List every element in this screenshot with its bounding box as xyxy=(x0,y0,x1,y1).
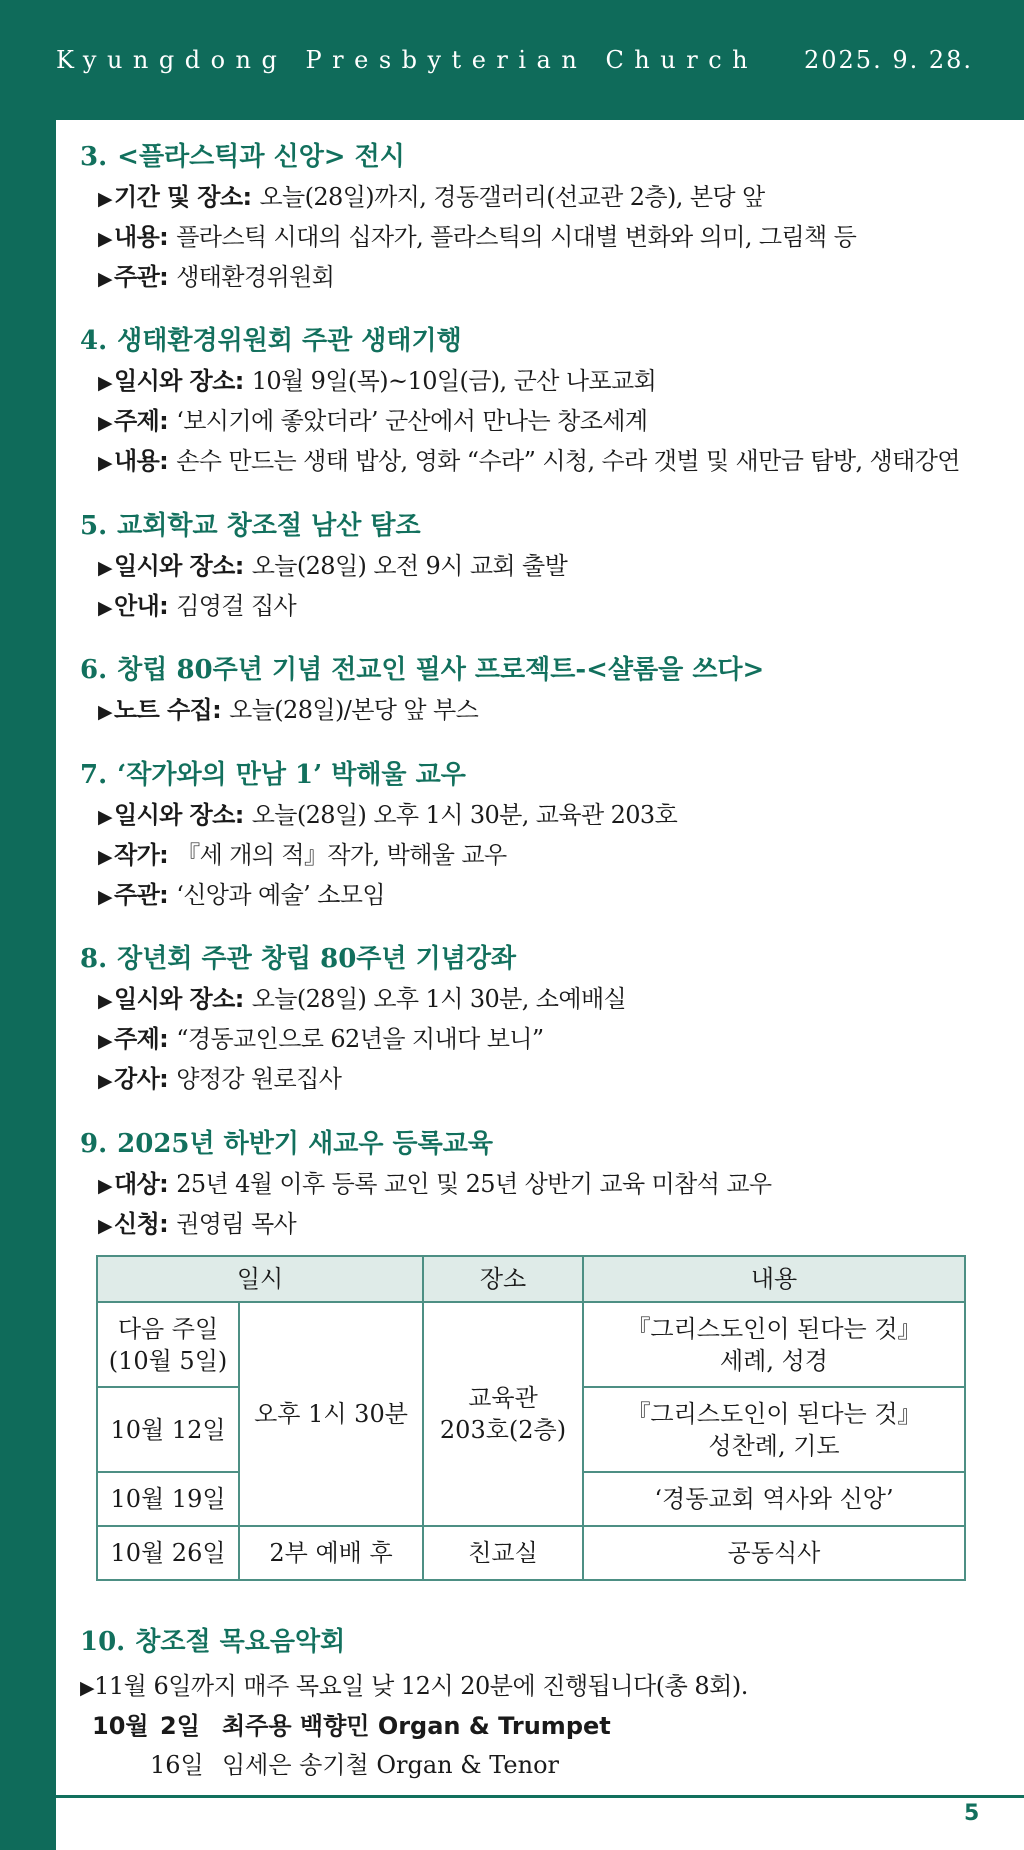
right-triangle-arrow-icon: ▶ xyxy=(98,990,113,1012)
right-triangle-arrow-icon: ▶ xyxy=(98,1175,113,1197)
list-item: ▶주관: 생태환경위원회 xyxy=(98,263,335,291)
education-schedule-table xyxy=(96,1255,966,1581)
concert-day: 2일 xyxy=(160,1712,200,1740)
section-title: 5. 교회학교 창조절 남산 탐조 xyxy=(80,511,421,541)
right-triangle-arrow-icon: ▶ xyxy=(98,557,113,579)
section-author-meeting xyxy=(80,755,1010,915)
column-header-place: 장소 xyxy=(423,1256,583,1302)
concert-performers: 임세은 송기철 Organ & Tenor xyxy=(222,1751,559,1779)
section-title: 6. 창립 80주년 기념 전교인 필사 프로젝트-<샬롬을 쓰다> xyxy=(80,655,765,685)
list-item: ▶일시와 장소: 오늘(28일) 오전 9시 교회 출발 xyxy=(98,552,568,580)
list-item: ▶기간 및 장소: 오늘(28일)까지, 경동갤러리(선교관 2층), 본당 앞 xyxy=(98,183,765,211)
table-cell-time: 오후 1시 30분 xyxy=(239,1302,423,1526)
list-item: ▶주제: ‘보시기에 좋았더라’ 군산에서 만나는 창조세계 xyxy=(98,407,648,435)
section-transcription-project xyxy=(80,650,1010,730)
right-triangle-arrow-icon: ▶ xyxy=(98,701,113,723)
list-item: ▶일시와 장소: 오늘(28일) 오후 1시 30분, 교육관 203호 xyxy=(98,801,678,829)
right-triangle-arrow-icon: ▶ xyxy=(98,1215,113,1237)
list-item: ▶주관: ‘신앙과 예술’ 소모임 xyxy=(98,881,385,909)
list-item: ▶내용: 손수 만드는 생태 밥상, 영화 “수라” 시청, 수라 갯벌 및 새만금 탐방, 생태강연 xyxy=(98,447,960,475)
church-name: Kyungdong Presbyterian Church xyxy=(56,46,759,74)
table-cell-date: 다음 주일 (10월 5일) xyxy=(97,1302,239,1387)
footer-divider xyxy=(56,1795,1024,1798)
right-triangle-arrow-icon: ▶ xyxy=(98,372,113,394)
right-triangle-arrow-icon: ▶ xyxy=(98,886,113,908)
list-item: ▶신청: 권영림 목사 xyxy=(98,1210,297,1238)
table-cell-content: 공동식사 xyxy=(583,1526,965,1580)
table-row xyxy=(97,1302,965,1387)
section-title: 9. 2025년 하반기 새교우 등록교육 xyxy=(80,1129,493,1159)
table-cell-content: ‘경동교회 역사와 신앙’ xyxy=(583,1472,965,1526)
table-cell-place: 교육관 203호(2층) xyxy=(423,1302,583,1526)
list-item: ▶내용: 플라스틱 시대의 십자가, 플라스틱의 시대별 변화와 의미, 그림책 등 xyxy=(98,223,857,251)
list-item: ▶일시와 장소: 10월 9일(목)~10일(금), 군산 나포교회 xyxy=(98,367,657,395)
bulletin-date: 2025. 9. 28. xyxy=(804,46,974,74)
section-title: 4. 생태환경위원회 주관 생태기행 xyxy=(80,326,462,356)
table-row xyxy=(97,1526,965,1580)
table-cell-place: 친교실 xyxy=(423,1526,583,1580)
concert-day: 16일 xyxy=(150,1751,204,1779)
list-item: ▶주제: “경동교인으로 62년을 지내다 보니” xyxy=(98,1025,544,1053)
table-header-row xyxy=(97,1256,965,1302)
column-header-content: 내용 xyxy=(583,1256,965,1302)
right-triangle-arrow-icon: ▶ xyxy=(98,806,113,828)
section-title: 10. 창조절 목요음악회 xyxy=(80,1627,346,1657)
section-thursday-concert xyxy=(80,1622,1010,1662)
right-triangle-arrow-icon: ▶ xyxy=(98,1070,113,1092)
concert-performers: 최주용 백향민 Organ & Trumpet xyxy=(222,1712,611,1740)
page-header xyxy=(0,0,1024,120)
section-newcomer-education xyxy=(80,1124,1010,1244)
concert-note: ▶11월 6일까지 매주 목요일 낮 12시 20분에 진행됩니다(총 8회). xyxy=(80,1672,748,1700)
right-triangle-arrow-icon: ▶ xyxy=(98,228,113,250)
column-header-date: 일시 xyxy=(97,1256,423,1302)
list-item: ▶작가: 『세 개의 적』작가, 박해울 교우 xyxy=(98,841,507,869)
section-title: 3. <플라스틱과 신앙> 전시 xyxy=(80,142,405,172)
section-plastic-exhibition xyxy=(80,137,1010,297)
section-eco-trip xyxy=(80,321,1010,481)
table-cell-content: 『그리스도인이 된다는 것』 세례, 성경 xyxy=(583,1302,965,1387)
list-item: ▶일시와 장소: 오늘(28일) 오후 1시 30분, 소예배실 xyxy=(98,985,627,1013)
list-item: ▶안내: 김영걸 집사 xyxy=(98,592,297,620)
section-birdwatching xyxy=(80,506,1010,626)
concert-month: 10월 xyxy=(92,1712,149,1740)
page-number: 5 xyxy=(964,1801,980,1826)
right-triangle-arrow-icon: ▶ xyxy=(98,597,113,619)
table-cell-time: 2부 예배 후 xyxy=(239,1526,423,1580)
table-cell-date: 10월 19일 xyxy=(97,1472,239,1526)
right-triangle-arrow-icon: ▶ xyxy=(98,846,113,868)
right-triangle-arrow-icon: ▶ xyxy=(98,268,113,290)
table-cell-content: 『그리스도인이 된다는 것』 성찬례, 기도 xyxy=(583,1387,965,1472)
section-title: 8. 장년회 주관 창립 80주년 기념강좌 xyxy=(80,944,517,974)
right-triangle-arrow-icon: ▶ xyxy=(98,452,113,474)
table-cell-date: 10월 12일 xyxy=(97,1387,239,1472)
section-title: 7. ‘작가와의 만남 1’ 박해울 교우 xyxy=(80,760,466,790)
right-triangle-arrow-icon: ▶ xyxy=(98,188,113,210)
list-item: ▶노트 수집: 오늘(28일)/본당 앞 부스 xyxy=(98,696,479,724)
right-triangle-arrow-icon: ▶ xyxy=(98,1030,113,1052)
table-cell-date: 10월 26일 xyxy=(97,1526,239,1580)
right-triangle-arrow-icon: ▶ xyxy=(98,412,113,434)
section-anniversary-lecture xyxy=(80,939,1010,1099)
right-triangle-arrow-icon: ▶ xyxy=(80,1677,95,1699)
list-item: ▶대상: 25년 4월 이후 등록 교인 및 25년 상반기 교육 미참석 교우 xyxy=(98,1170,772,1198)
list-item: ▶강사: 양정강 원로집사 xyxy=(98,1065,342,1093)
